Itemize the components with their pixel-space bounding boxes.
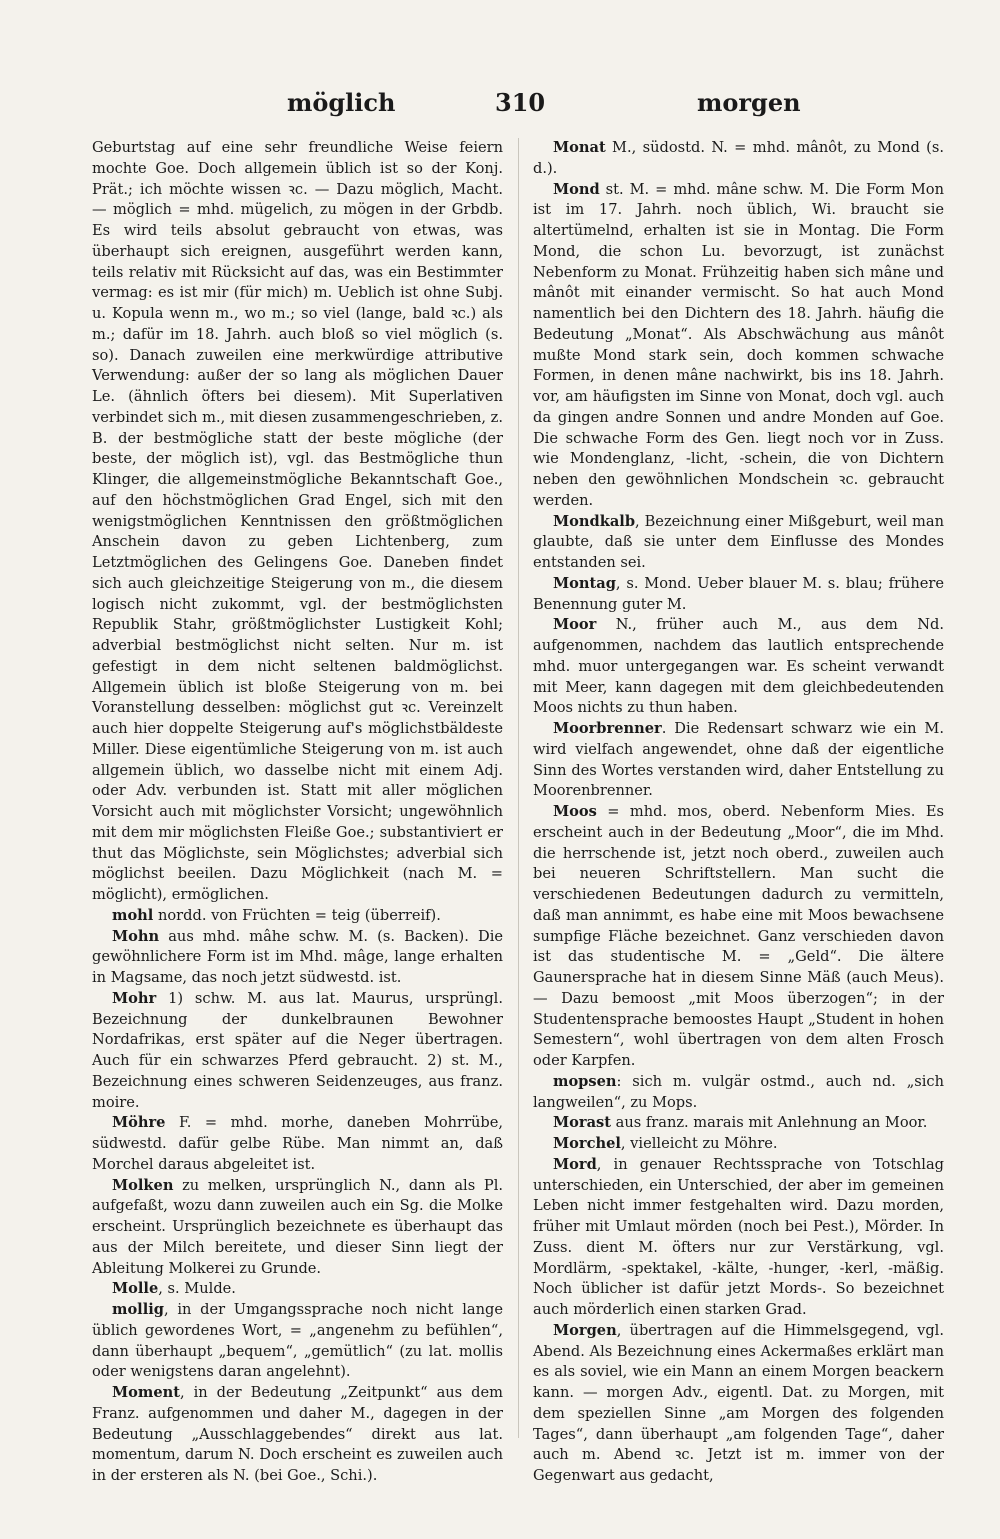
header-left-catchword: möglich bbox=[287, 88, 396, 117]
entry-text: aus franz. marais mit Anlehnung an Moor. bbox=[611, 1114, 928, 1132]
entry-text: aus mhd. mâhe schw. M. (s. Backen). Die gewöhnlichere Form ist im Mhd. mâge, lange erhalten in Magsame, das noch jetzt südwestd. ist. bbox=[92, 927, 503, 986]
dictionary-entry bbox=[92, 989, 503, 1114]
right-column bbox=[533, 138, 944, 1484]
entry-headword: Moor bbox=[553, 616, 597, 634]
entry-text: Geburtstag auf eine sehr freundliche Weise feiern mochte Goe. Doch allgemein üblich ist so der Konj. Prät.; ich möchte wissen ꝛc. — Dazu möglich, Macht. — möglich = mhd. mügelich, zu mögen in der Grbdb. Es wird teils absolut gebraucht von etwas, was überhaupt sich ereignen, ausgeführt werden kann, teils relativ mit Rücksicht auf das, was ein Bestimmter vermag: es ist mir (für mich) m. Ueblich ist ohne Subj. u. Kopula wenn m., wo m.; so viel (lange, bald ꝛc.) als m.; dafür im 18. Jahrh. auch bloß so viel möglich (s. so). Danach zuweilen eine merkwürdige attributive Verwendung: außer der so lang als möglichen Dauer Le. (ähnlich öfters bei diesem). Mit Superlativen verbindet sich m., mit diesen zusammengeschrieben, z. B. der bestmögliche statt der beste mögliche (der beste, der möglich ist), vgl. das Bestmögliche thun Klinger, die allgemeinstmögliche Bekanntschaft Goe., auf den höchstmöglichen Grad Engel, sich mit den wenigstmöglichen Kenntnissen den größtmöglichen Anschein davon zu geben Lichtenberg, zum Letztmöglichen des Gelingens Goe. Daneben findet sich auch gleichzeitige Steigerung von m., die diesem logisch nicht zukommt, vgl. der bestmöglichsten Republik Stahr, größtmöglichster Lustigkeit Kohl; adverbial bestmöglichst nicht selten. Nur m. ist gefestigt in dem nicht seltenen baldmöglichst. Allgemein üblich ist bloße Steigerung von m. bei Voranstellung desselben: möglichst gut ꝛc. Vereinzelt auch hier doppelte Steigerung auf's möglichstbäldeste Miller. Diese eigentümliche Steigerung von m. ist auch allgemein üblich, wo dasselbe nicht mit einem Adj. oder Adv. verbunden ist. Statt mit aller möglichen Vorsicht auch mit möglichster Vorsicht; ungewöhnlich mit dem mir möglichsten Fleiße Goe.; substantiviert er thut das Möglichste, sein Möglichstes; adverbial sich möglichst beeilen. Dazu Möglichkeit (nach M. = möglicht), ermöglichen. bbox=[92, 139, 503, 903]
dictionary-entry bbox=[533, 1134, 944, 1155]
entry-headword: Mohr bbox=[112, 989, 157, 1007]
dictionary-entry bbox=[533, 615, 944, 719]
dictionary-entry bbox=[533, 180, 944, 512]
entry-text: , in der Bedeutung „Zeitpunkt“ aus dem Franz. aufgenommen und daher M., dagegen in der Bedeutung „Ausschlaggebendes“ direkt aus lat. momentum, darum N. Doch erscheint es zuweilen auch in der ersteren als N. (bei Goe., Schi.). bbox=[92, 1384, 503, 1484]
entry-headword: Morast bbox=[553, 1114, 611, 1132]
entry-headword: mohl bbox=[112, 906, 154, 924]
entry-text: , s. Mulde. bbox=[158, 1280, 236, 1298]
dictionary-entry bbox=[92, 1279, 503, 1300]
dictionary-entry bbox=[533, 512, 944, 574]
entry-headword: Moorbrenner bbox=[553, 720, 662, 737]
left-column bbox=[92, 138, 503, 1484]
entry-headword: Molken bbox=[112, 1176, 174, 1194]
dictionary-entry bbox=[533, 1072, 944, 1114]
dictionary-entry bbox=[533, 574, 944, 616]
entry-text: , vielleicht zu Möhre. bbox=[620, 1135, 778, 1152]
dictionary-entry bbox=[92, 138, 503, 906]
dictionary-entry bbox=[533, 1321, 944, 1487]
entry-headword: Mord bbox=[553, 1155, 597, 1173]
entry-text: F. = mhd. morhe, daneben Mohrrübe, südwestd. dafür gelbe Rübe. Man nimmt an, daß Morchel daraus abgeleitet ist. bbox=[92, 1114, 503, 1173]
dictionary-entry bbox=[92, 1383, 503, 1487]
dictionary-entry bbox=[533, 802, 944, 1072]
dictionary-entry bbox=[92, 1113, 503, 1175]
page-header bbox=[92, 88, 938, 128]
entry-text: , s. Mond. Ueber blauer M. s. blau; frühere Benennung guter M. bbox=[533, 574, 944, 613]
entry-text: M., südostd. N. = mhd. mânôt, zu Mond (s. d.). bbox=[533, 139, 944, 177]
entry-text: , in genauer Rechtssprache von Totschlag unterschieden, ein Unterschied, der aber im gemeinen Leben nicht immer festgehalten wird. Dazu morden, früher mit Umlaut mörden (noch bei Pest.), Mörder. In Zuss. dient M. öfters nur zur Verstärkung, vgl. Mordlärm, -spektakel, -kälte, -hunger, -kerl, -mäßig. Noch üblicher ist dafür jetzt Mords-. So bezeichnet auch mörderlich einen starken Grad. bbox=[533, 1155, 944, 1318]
entry-headword: Mond bbox=[553, 180, 600, 198]
dictionary-entry bbox=[92, 906, 503, 927]
entry-headword: mopsen bbox=[553, 1072, 617, 1090]
entry-headword: Moos bbox=[553, 803, 597, 820]
entry-headword: Morgen bbox=[553, 1321, 617, 1339]
entry-text: N., früher auch M., aus dem Nd. aufgenommen, nachdem das lautlich entsprechende mhd. muor untergegangen war. Es scheint verwandt mit Meer, kann dagegen mit dem gleichbedeutenden Moos nichts zu thun haben. bbox=[533, 616, 944, 717]
entry-headword: Molle bbox=[112, 1280, 159, 1298]
entry-headword: Mohn bbox=[112, 927, 160, 945]
entry-text: . Die Redensart schwarz wie ein M. wird vielfach angewendet, ohne daß der eigentliche Sinn des Wortes verstanden wird, daher Entstellung zu Moorenbrenner. bbox=[533, 720, 944, 800]
entry-text: : sich m. vulgär ostmd., auch nd. „sich langweilen“, zu Mops. bbox=[533, 1072, 944, 1111]
dictionary-entry bbox=[533, 138, 944, 180]
entry-text: zu melken, ursprünglich N., dann als Pl. aufgefaßt, wozu dann zuweilen auch ein Sg. die Molke erscheint. Ursprünglich bezeichnete es überhaupt das aus der Milch bereitete, und dieser Sinn liegt der Ableitung Molkerei zu Grunde. bbox=[92, 1176, 503, 1277]
entry-headword: Morchel bbox=[553, 1135, 621, 1152]
entry-text: , übertragen auf die Himmelsgegend, vgl. Abend. Als Bezeichnung eines Ackermaßes erklärt man es als soviel, wie ein Mann an einem Morgen beackern kann. — morgen Adv., eigentl. Dat. zu Morgen, mit dem speziellen Sinne „am Morgen des folgenden Tages“, dann überhaupt „am folgenden Tage“, daher auch m. Abend ꝛc. Jetzt ist m. immer von der Gegenwart aus gedacht, bbox=[533, 1321, 944, 1484]
entry-headword: Monat bbox=[553, 139, 606, 156]
entry-headword: Montag bbox=[553, 574, 616, 592]
entry-text: st. M. = mhd. mâne schw. M. Die Form Mon ist im 17. Jahrh. noch üblich, Wi. braucht sie altertümelnd, erhalten ist sie in Montag. Die Form Mond, die schon Lu. bevorzugt, ist zunächst Nebenform zu Monat. Frühzeitig haben sich mâne und mânôt mit einander vermischt. So hat auch Mond namentlich bei den Dichtern des 18. Jahrh. häufig die Bedeutung „Monat“. Als Abschwächung aus mânôt mußte Mond stark sein, doch kommen schwache Formen, in denen mâne nachwirkt, bis ins 18. Jahrh. vor, am häufigsten im Sinne von Monat, doch vgl. auch da gingen andre Sonnen und andre Monden auf Goe. Die schwache Form des Gen. liegt noch vor in Zuss. wie Mondenglanz, -licht, -schein, die von Dichtern neben den gewöhnlichen Mondschein ꝛc. gebraucht werden. bbox=[533, 180, 944, 509]
dictionary-entry bbox=[533, 1113, 944, 1134]
column-divider bbox=[518, 138, 519, 1438]
entry-headword: Mondkalb bbox=[553, 512, 636, 530]
entry-headword: Moment bbox=[112, 1384, 180, 1401]
entry-text: , Bezeichnung einer Mißgeburt, weil man glaubte, daß sie unter dem Einflusse des Mondes entstanden sei. bbox=[533, 512, 944, 571]
entry-text: 1) schw. M. aus lat. Maurus, ursprüngl. Bezeichnung der dunkelbraunen Bewohner Nordafrikas, erst später auf die Neger übertragen. Auch für ein schwarzes Pferd gebraucht. 2) st. M., Bezeichnung eines schweren Seidenzeuges, aus franz. moire. bbox=[92, 989, 503, 1111]
entry-headword: mollig bbox=[112, 1301, 165, 1318]
dictionary-entry bbox=[92, 1300, 503, 1383]
page-number: 310 bbox=[495, 88, 546, 117]
entry-text: = mhd. mos, oberd. Nebenform Mies. Es erscheint auch in der Bedeutung „Moor“, die im Mhd. die herrschende ist, jetzt noch oberd., zuweilen auch bei neueren Schriftstellern. Man sucht die verschiedenen Bedeutungen dadurch zu vermitteln, daß man annimmt, es habe eine mit Moos bewachsene sumpfige Fläche bezeichnet. Ganz verschieden davon ist das studentische M. = „Geld“. Die ältere Gaunersprache hat in diesem Sinne Mäß (auch Meus). — Dazu bemoost „mit Moos überzogen“; in der Studentensprache bemoostes Haupt „Student in hohen Semestern“, wohl übertragen von dem alten Frosch oder Karpfen. bbox=[533, 803, 944, 1069]
header-right-catchword: morgen bbox=[697, 88, 801, 117]
entry-headword: Möhre bbox=[112, 1114, 166, 1132]
entry-text: nordd. von Früchten = teig (überreif). bbox=[153, 906, 441, 924]
dictionary-entry bbox=[92, 927, 503, 989]
dictionary-entry bbox=[533, 719, 944, 802]
dictionary-entry bbox=[92, 1176, 503, 1280]
dictionary-entry bbox=[533, 1155, 944, 1321]
entry-text: , in der Umgangssprache noch nicht lange üblich gewordenes Wort, = „angenehm zu befühlen“, dann überhaupt „bequem“, „gemütlich“ (zu lat. mollis oder wenigstens daran angelehnt). bbox=[92, 1301, 503, 1381]
